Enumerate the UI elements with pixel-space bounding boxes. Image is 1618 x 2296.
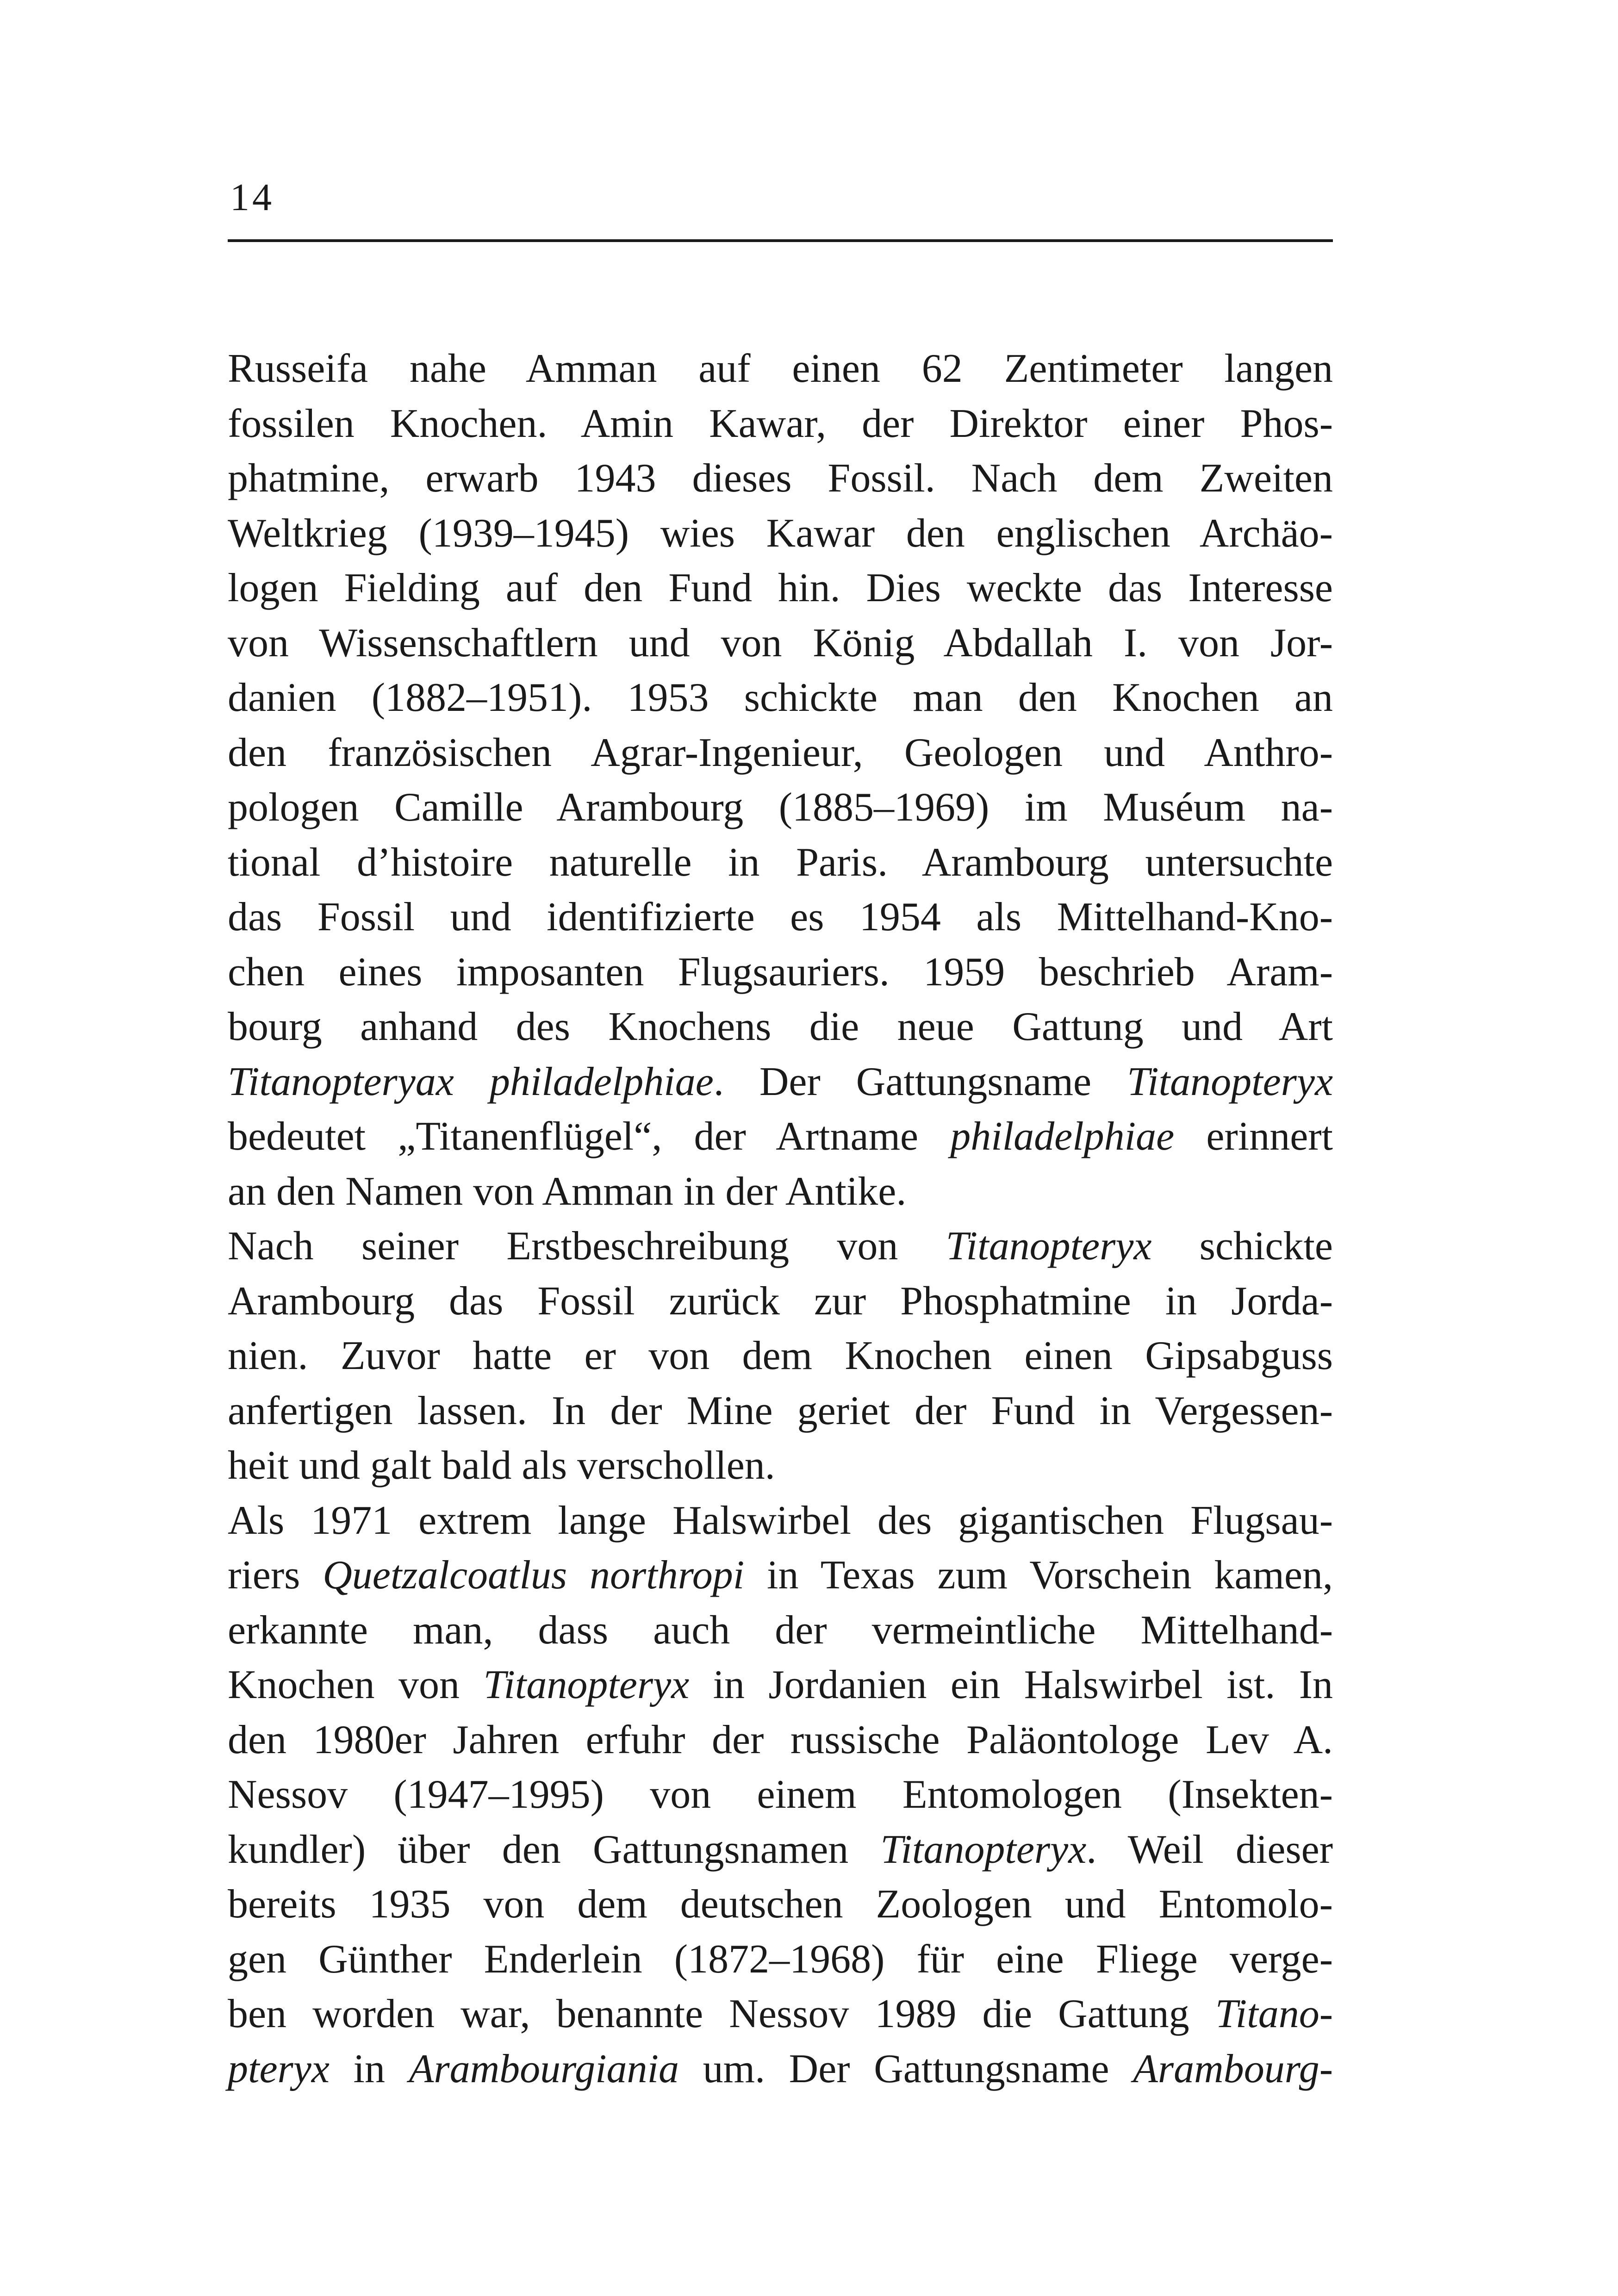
text-line [228,561,1333,616]
text-run: tional d’histoire naturelle in Paris. Arambourg untersuchte [228,840,1333,885]
text-run: riers [228,1553,323,1598]
text-run: danien (1882–1951). 1953 schickte man den Knochen an [228,675,1333,720]
page-number: 14 [230,176,274,219]
text-line [228,1000,1333,1055]
text-run: . Der Gattungsname [713,1059,1127,1104]
text-line [228,1274,1333,1329]
italic-text: Arambourg- [1133,2046,1333,2091]
text-line [228,2042,1333,2097]
text-line [228,1493,1333,1549]
text-line [228,1658,1333,1713]
text-run: Nach seiner Erstbeschreibung von [228,1224,946,1269]
text-line [228,1603,1333,1658]
italic-text: Titanopteryx [483,1662,690,1707]
text-line [228,1438,1333,1493]
text-run: gen Günther Enderlein (1872–1968) für eine Fliege verge- [228,1936,1333,1982]
text-line [228,1219,1333,1274]
text-line [228,1823,1333,1878]
text-line [228,1932,1333,1987]
text-line [228,1329,1333,1384]
text-run: von Wissenschaftlern und von König Abdallah I. von Jor- [228,620,1333,666]
text-line [228,397,1333,452]
text-run: in [329,2046,409,2091]
text-run: Arambourg das Fossil zurück zur Phosphatmine in Jorda- [228,1278,1333,1324]
text-run: Als 1971 extrem lange Halswirbel des gigantischen Flugsau- [228,1498,1333,1543]
text-run: Russeifa nahe Amman auf einen 62 Zentimeter langen [228,346,1333,391]
italic-text: Titanopteryx [1127,1059,1333,1104]
text-line [228,890,1333,945]
text-run: in Jordanien ein Halswirbel ist. In [689,1662,1333,1707]
text-line [228,1767,1333,1823]
text-run: bereits 1935 von dem deutschen Zoologen und Entomolo- [228,1882,1333,1927]
italic-text: Titano- [1215,1991,1333,2036]
italic-text: Quetzalcoatlus northropi [323,1553,745,1598]
text-line [228,506,1333,561]
text-line [228,1109,1333,1164]
text-line [228,1548,1333,1603]
text-line [228,1164,1333,1220]
text-run: anfertigen lassen. In der Mine geriet der Fund in Vergessen- [228,1388,1333,1433]
text-run: in Texas zum Vorschein kamen, [744,1553,1333,1598]
text-run: phatmine, erwarb 1943 dieses Fossil. Nach dem Zweiten [228,456,1333,501]
text-run: Nessov (1947–1995) von einem Entomologen (Insekten- [228,1772,1333,1817]
text-line [228,671,1333,726]
text-line [228,1055,1333,1110]
text-line [228,1877,1333,1932]
header-rule [228,239,1333,242]
text-run: pologen Camille Arambourg (1885–1969) im Muséum na- [228,785,1333,830]
text-run: Weltkrieg (1939–1945) wies Kawar den englischen Archäo- [228,510,1333,556]
text-line [228,1987,1333,2042]
text-run: ben worden war, benannte Nessov 1989 die Gattung [228,1991,1215,2036]
text-run: bourg anhand des Knochens die neue Gattung und Art [228,1004,1333,1049]
text-line [228,342,1333,397]
text-run: den 1980er Jahren erfuhr der russische Paläontologe Lev A. [228,1717,1333,1762]
text-run: nien. Zuvor hatte er von dem Knochen einen Gipsabguss [228,1333,1333,1378]
italic-text: Titanopteryx [880,1827,1087,1872]
text-run: chen eines imposanten Flugsauriers. 1959 beschrieb Aram- [228,949,1333,995]
italic-text: pteryx [228,2046,330,2091]
text-run: schickte [1151,1224,1333,1269]
body-text [228,342,1333,2097]
text-run: erkannte man, dass auch der vermeintliche Mittelhand- [228,1607,1333,1653]
text-line [228,451,1333,506]
text-line [228,945,1333,1000]
text-run: den französischen Agrar-Ingenieur, Geologen und Anthro- [228,730,1333,775]
italic-text: Arambourgiania [409,2046,679,2091]
text-run: erinnert [1174,1114,1333,1159]
text-line [228,616,1333,671]
text-run: an den Namen von Amman in der Antike. [228,1169,907,1214]
text-run: kundler) über den Gattungsnamen [228,1827,881,1872]
text-run: logen Fielding auf den Fund hin. Dies weckte das Interesse [228,566,1333,610]
text-run: das Fossil und identifizierte es 1954 als Mittelhand-Kno- [228,895,1333,940]
text-run: . Weil dieser [1086,1827,1333,1872]
text-run: Knochen von [228,1662,484,1707]
text-run: um. Der Gattungsname [679,2046,1133,2091]
text-run: bedeutet „Titanenflügel“, der Artname [228,1114,951,1159]
italic-text: philadelphiae [950,1114,1175,1159]
text-line [228,1713,1333,1768]
text-line [228,1384,1333,1439]
text-run: heit und galt bald als verschollen. [228,1443,775,1488]
italic-text: Titanopteryx [946,1224,1152,1269]
text-run: fossilen Knochen. Amin Kawar, der Direktor einer Phos- [228,401,1333,446]
text-line [228,835,1333,890]
italic-text: Titanopteryax philadelphiae [228,1059,714,1104]
text-line [228,726,1333,781]
text-line [228,780,1333,835]
